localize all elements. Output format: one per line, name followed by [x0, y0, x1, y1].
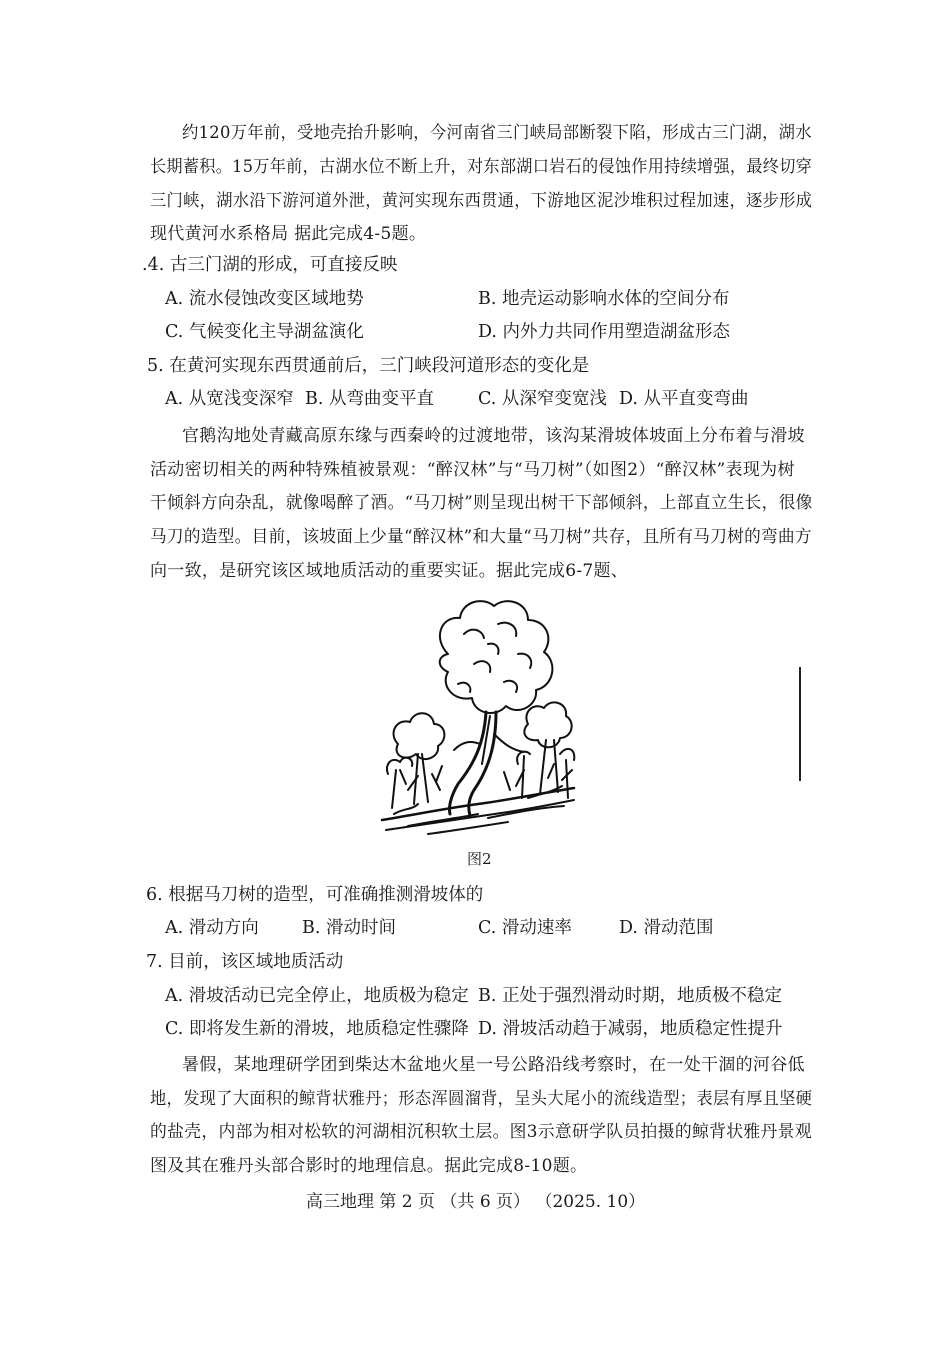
- passage-2-line-4: 马刀的造型。目前，该坡面上少量“醉汉林”和大量“马刀树”共存，且所有马刀树的弯曲方: [150, 527, 812, 547]
- figure-2-tree-illustration: [378, 594, 578, 836]
- passage-3-line-3: 的盐壳，内部为相对松软的河湖相沉积软土层。图3示意研学队员拍摄的鲸背状雅丹景观: [150, 1122, 812, 1142]
- question-6-option-c: C. 滑动速率: [478, 918, 572, 938]
- passage-2-line-2: 活动密切相关的两种特殊植被景观：“醉汉林”与“马刀树”（如图2）“醉汉林”表现为树: [150, 460, 795, 480]
- question-7-option-a: A. 滑坡活动已完全停止，地质极为稳定: [165, 986, 469, 1006]
- passage-1-line-2: 长期蓄积。15万年前，古湖水位不断上升，对东部湖口岩石的侵蚀作用持续增强，最终切穿: [150, 157, 813, 177]
- passage-2-line-3: 干倾斜方向杂乱，就像喝醉了酒。“马刀树”则呈现出树干下部倾斜，上部直立生长，很像: [150, 493, 813, 513]
- question-5-option-d: D. 从平直变弯曲: [619, 389, 749, 409]
- question-5-option-a: A. 从宽浅变深窄: [165, 389, 294, 409]
- figure-2-caption: 图2: [467, 850, 492, 868]
- passage-3-line-4: 图及其在雅丹头部合影时的地理信息。据此完成8-10题。: [150, 1156, 588, 1176]
- page-footer: 高三地理 第 2 页 （共 6 页） （2025. 10）: [306, 1192, 646, 1212]
- question-6-option-d: D. 滑动范围: [619, 918, 714, 938]
- passage-2-line-5: 向一致，是研究该区域地质活动的重要实证。据此完成6-7题、: [150, 561, 629, 581]
- passage-1-line-1: 约120万年前，受地壳抬升影响，今河南省三门峡局部断裂下陷，形成古三门湖，湖水: [182, 123, 812, 143]
- question-4-option-d: D. 内外力共同作用塑造湖盆形态: [478, 322, 731, 342]
- question-5-stem: 5. 在黄河实现东西贯通前后，三门峡段河道形态的变化是: [147, 356, 590, 376]
- question-4-option-a: A. 流水侵蚀改变区域地势: [165, 289, 364, 309]
- question-7-stem: 7. 目前，该区域地质活动: [146, 952, 344, 972]
- passage-3-line-1: 暑假，某地理研学团到柴达木盆地火星一号公路沿线考察时，在一处干涸的河谷低: [182, 1055, 805, 1075]
- question-4-stem: .4. 古三门湖的形成，可直接反映: [142, 255, 398, 275]
- question-7-option-d: D. 滑坡活动趋于减弱，地质稳定性提升: [478, 1019, 783, 1039]
- question-6-option-b: B. 滑动时间: [302, 918, 396, 938]
- question-6-stem: 6. 根据马刀树的造型，可准确推测滑坡体的: [146, 885, 484, 905]
- question-5-option-c: C. 从深窄变宽浅: [478, 389, 607, 409]
- passage-3-line-2: 地，发现了大面积的鲸背状雅丹；形态浑圆溜背，呈头大尾小的流线造型；表层有厚且坚硬: [150, 1089, 813, 1109]
- question-4-option-c: C. 气候变化主导湖盆演化: [165, 322, 364, 342]
- passage-1-line-4: 现代黄河水系格局 据此完成4-5题。: [150, 224, 427, 244]
- question-7-option-c: C. 即将发生新的滑坡，地质稳定性骤降: [165, 1019, 469, 1039]
- question-7-option-b: B. 正处于强烈滑动时期，地质极不稳定: [478, 986, 782, 1006]
- question-6-option-a: A. 滑动方向: [165, 918, 259, 938]
- passage-2-line-1: 官鹅沟地处青藏高原东缘与西秦岭的过渡地带，该沟某滑坡体坡面上分布着与滑坡: [182, 426, 805, 446]
- margin-rule: [799, 667, 801, 781]
- question-5-option-b: B. 从弯曲变平直: [305, 389, 434, 409]
- question-4-option-b: B. 地壳运动影响水体的空间分布: [478, 289, 730, 309]
- passage-1-line-3: 三门峡，湖水沿下游河道外泄，黄河实现东西贯通，下游地区泥沙堆积过程加速，逐步形成: [150, 191, 813, 211]
